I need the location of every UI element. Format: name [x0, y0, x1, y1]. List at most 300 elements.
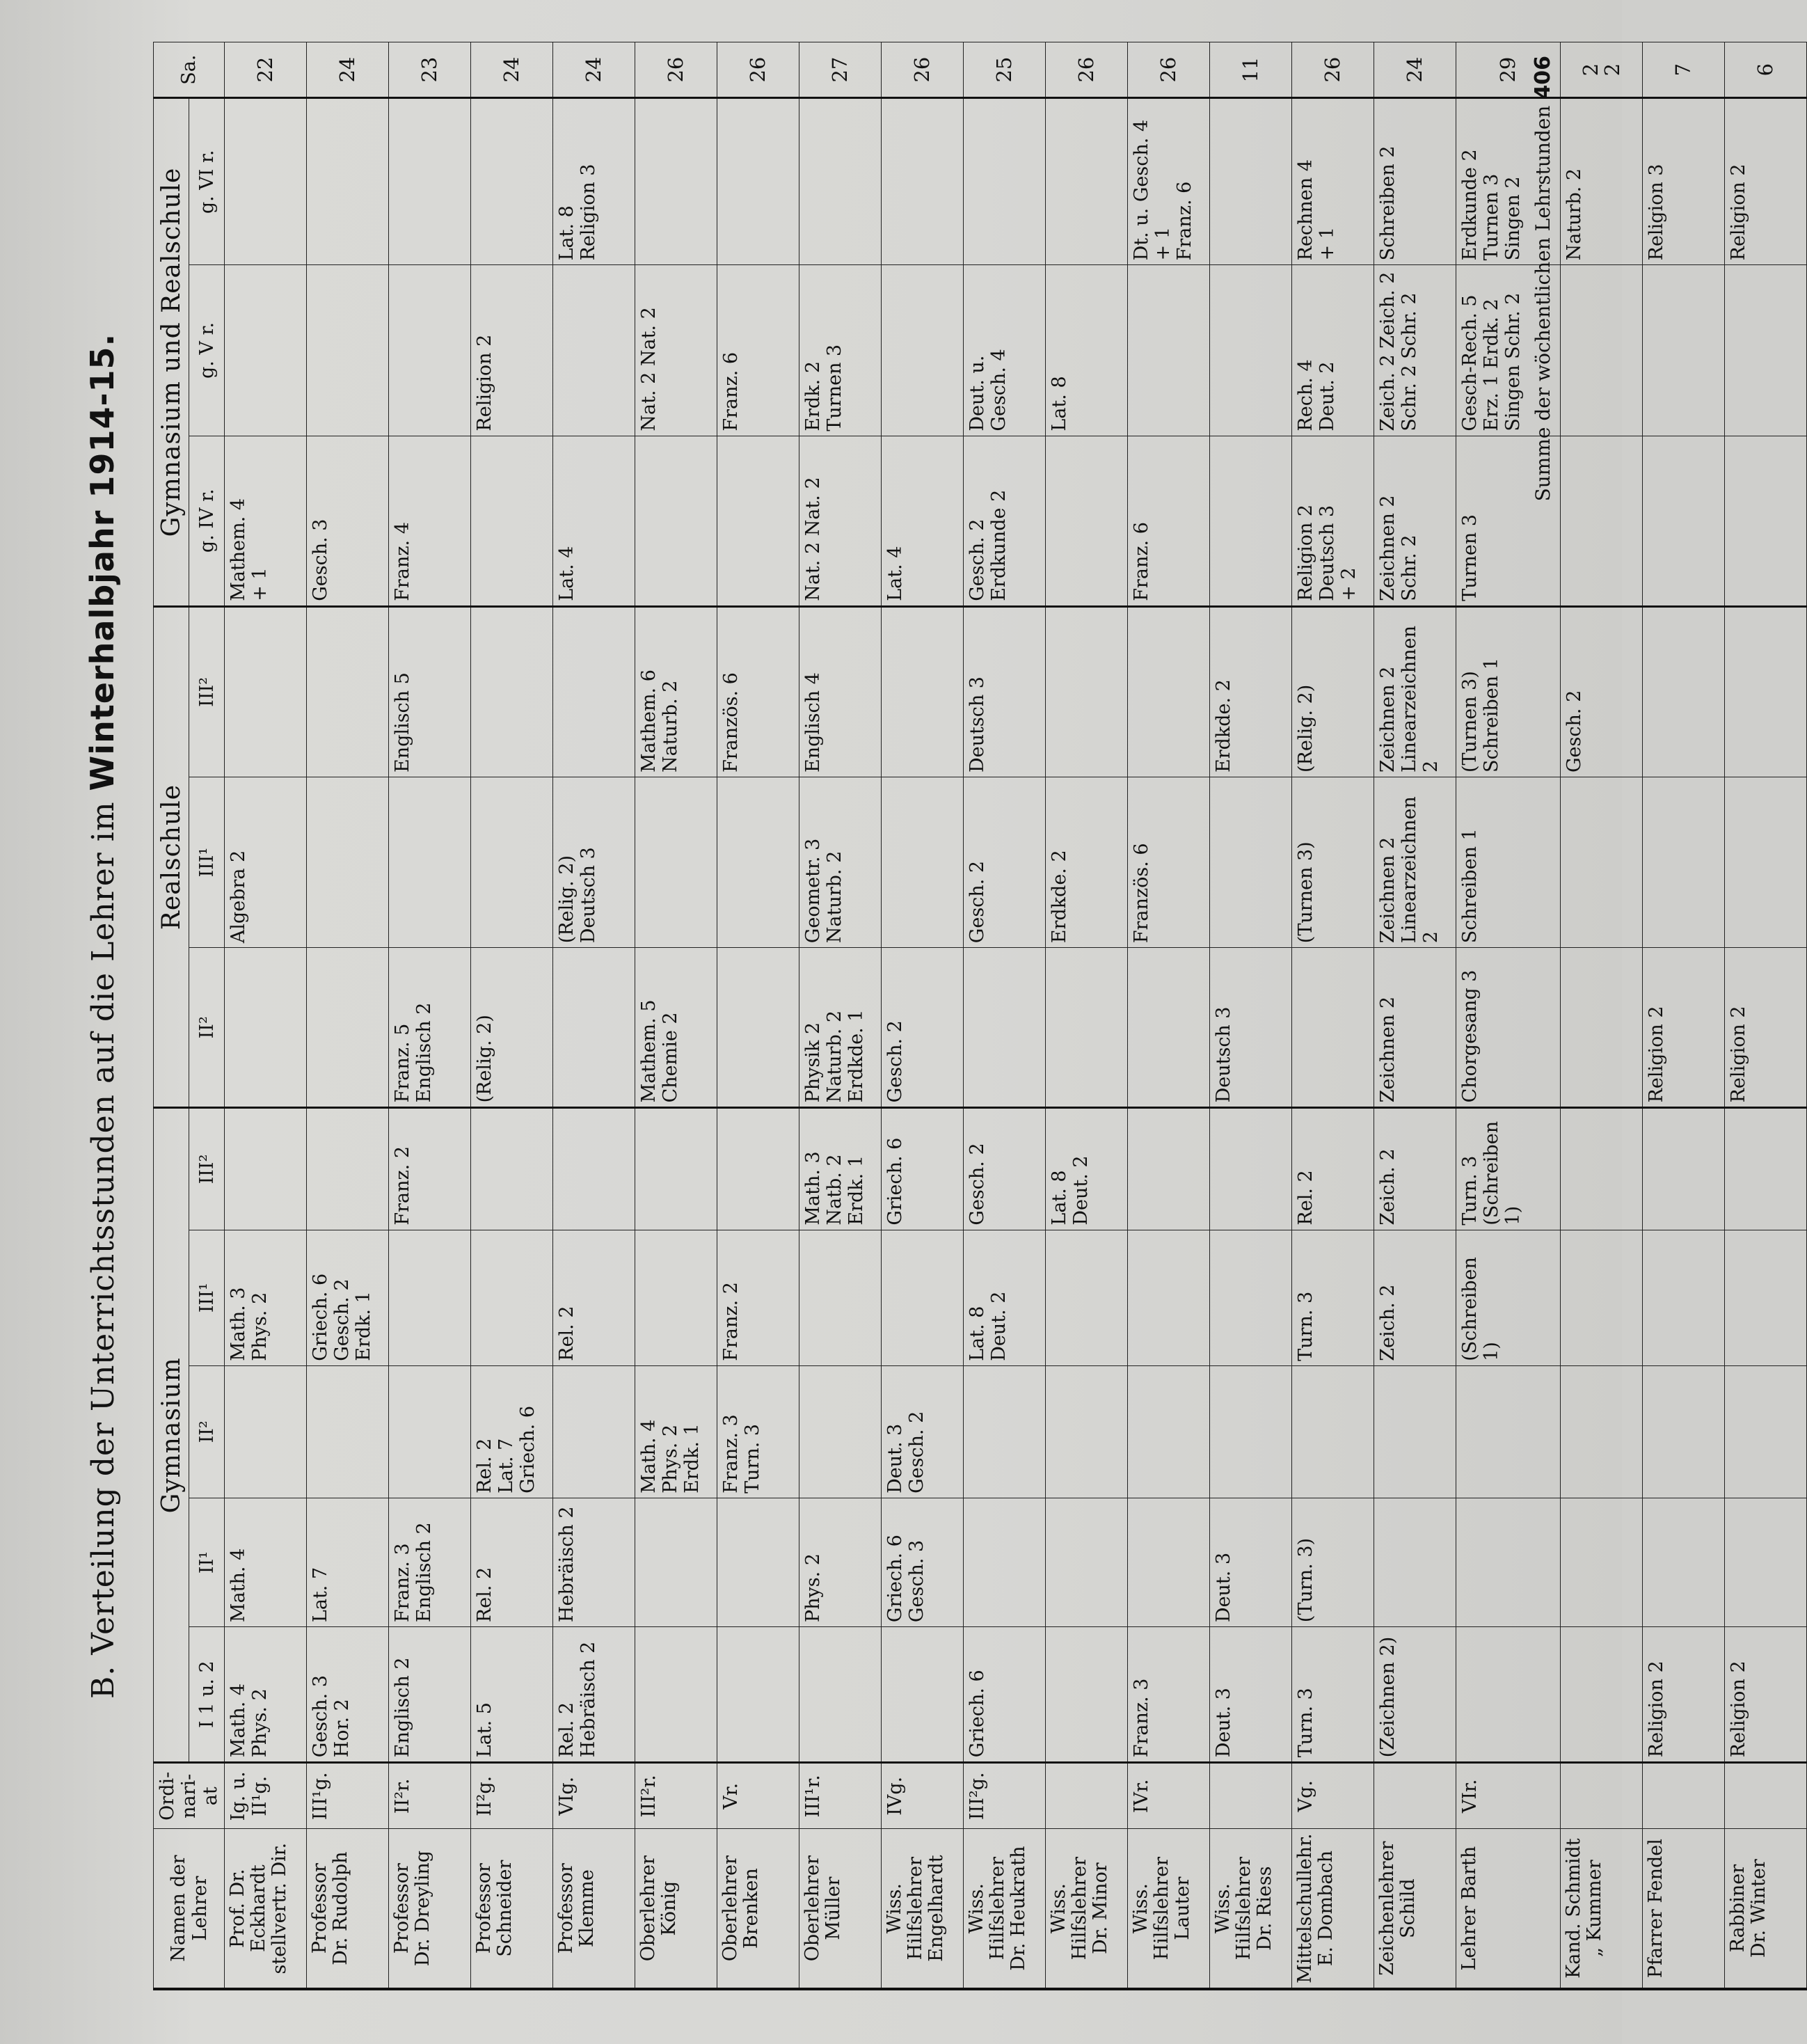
teacher-name: Pfarrer Fendel — [1643, 1829, 1725, 1989]
lesson-cell — [1725, 1230, 1807, 1365]
column-header: II¹ — [189, 1498, 225, 1626]
lesson-cell: Lat. 4 — [882, 436, 964, 606]
table-row — [1374, 42, 1456, 1990]
lesson-cell — [1046, 1365, 1128, 1498]
lesson-cell: Math. 4 — [225, 1498, 307, 1626]
sum-cell: 26 — [882, 42, 964, 98]
lesson-cell: Zeich. 2 Zeich. 2 Schr. 2 Schr. 2 — [1374, 265, 1456, 436]
lesson-cell: Religion 2 — [1725, 98, 1807, 265]
lesson-cell: Math. 4 Phys. 2 — [225, 1627, 307, 1763]
lesson-cell — [1128, 606, 1210, 777]
sum-cell: 26 — [635, 42, 717, 98]
lesson-cell: Deutsch 3 — [964, 606, 1046, 777]
lesson-cell — [1725, 1108, 1807, 1230]
lesson-cell: Erdkunde 2 Turnen 3 Singen 2 — [1456, 98, 1561, 265]
ordinariat-cell: VIr. — [1456, 1763, 1561, 1829]
lesson-cell: Griech. 6 — [964, 1627, 1046, 1763]
teacher-name: Oberlehrer Brenken — [717, 1829, 799, 1989]
lesson-cell: (Turn. 3) — [1292, 1498, 1374, 1626]
lesson-cell: Dt. u. Gesch. 4 + 1 Franz. 6 — [1128, 98, 1210, 265]
lesson-cell: Religion 2 — [1725, 948, 1807, 1108]
lesson-cell: Geometr. 3 Naturb. 2 — [799, 777, 882, 948]
footer-number: 406 — [1531, 56, 1555, 100]
sum-cell: 24 — [471, 42, 553, 98]
lesson-cell — [553, 948, 635, 1108]
lesson-cell: Rel. 2 Lat. 7 Griech. 6 — [471, 1365, 553, 1498]
lesson-cell — [635, 98, 717, 265]
teacher-name: Zeichenlehrer Schild — [1374, 1829, 1456, 1989]
lesson-cell — [471, 1108, 553, 1230]
lesson-cell — [1292, 1365, 1374, 1498]
lesson-cell: Gesch. 2 — [1561, 606, 1643, 777]
ordinariat-cell: IVr. — [1128, 1763, 1210, 1829]
teacher-name: Professor Schneider — [471, 1829, 553, 1989]
table-row — [1046, 42, 1128, 1990]
table-row — [635, 42, 717, 1990]
sum-cell: 11 — [1210, 42, 1292, 98]
lesson-cell — [1561, 436, 1643, 606]
lesson-cell — [1046, 98, 1128, 265]
lesson-cell: Gesch. 3 Hor. 2 — [307, 1627, 389, 1763]
lesson-cell: Zeichnen 2 Linearzeichnen 2 — [1374, 777, 1456, 948]
ordinariat-cell: III¹g. — [307, 1763, 389, 1829]
lesson-cell: Franz. 6 — [1128, 436, 1210, 606]
lesson-cell — [1561, 777, 1643, 948]
sum-cell: 26 — [717, 42, 799, 98]
teacher-name: Oberlehrer König — [635, 1829, 717, 1989]
ordinariat-cell: Vr. — [717, 1763, 799, 1829]
ordinariat-cell — [1643, 1763, 1725, 1829]
lesson-cell — [1561, 1230, 1643, 1365]
lesson-cell: Englisch 2 — [389, 1627, 471, 1763]
lesson-cell — [553, 1365, 635, 1498]
sum-cell: 29 — [1456, 42, 1561, 98]
teacher-name: Professor Dr. Rudolph — [307, 1829, 389, 1989]
lesson-cell: Algebra 2 — [225, 777, 307, 948]
column-header: I 1 u. 2 — [189, 1627, 225, 1763]
ordinariat-cell — [1374, 1763, 1456, 1829]
lesson-cell — [1456, 1627, 1561, 1763]
table-row — [717, 42, 799, 1990]
lesson-cell — [635, 436, 717, 606]
lesson-cell — [307, 265, 389, 436]
lesson-cell: Englisch 4 — [799, 606, 882, 777]
lesson-cell: Erdkde. 2 — [1046, 777, 1128, 948]
lesson-cell: Erdkde. 2 — [1210, 606, 1292, 777]
lesson-cell — [389, 1230, 471, 1365]
lesson-cell — [882, 265, 964, 436]
lesson-cell — [717, 1627, 799, 1763]
lesson-cell — [1643, 1365, 1725, 1498]
lesson-cell: Franz. 2 — [389, 1108, 471, 1230]
lesson-cell: Lat. 8 Deut. 2 — [1046, 1108, 1128, 1230]
ordinariat-cell: III¹r. — [799, 1763, 882, 1829]
lesson-cell — [307, 98, 389, 265]
lesson-cell — [964, 948, 1046, 1108]
column-header: g. V r. — [189, 265, 225, 436]
lesson-cell: Erdk. 2 Turnen 3 — [799, 265, 882, 436]
lesson-cell — [1643, 265, 1725, 436]
lesson-cell — [1128, 1498, 1210, 1626]
lesson-cell — [389, 98, 471, 265]
lesson-cell: Nat. 2 Nat. 2 — [635, 265, 717, 436]
lesson-cell: Franz. 3 Englisch 2 — [389, 1498, 471, 1626]
lesson-cell — [717, 98, 799, 265]
lesson-cell: (Relig. 2) — [1292, 606, 1374, 777]
lesson-cell — [717, 1498, 799, 1626]
teacher-name: Mittelschullehr. E. Dombach — [1292, 1829, 1374, 1989]
lesson-cell — [1046, 948, 1128, 1108]
lesson-cell — [717, 436, 799, 606]
title-bold: Winterhalbjahr 1914-15. — [83, 333, 121, 791]
lesson-cell: Gesch. 2 — [964, 777, 1046, 948]
lesson-cell: Phys. 2 — [799, 1498, 882, 1626]
sum-cell: 2 2 — [1561, 42, 1643, 98]
lesson-cell: Rel. 2 — [471, 1498, 553, 1626]
lesson-cell — [1561, 1498, 1643, 1626]
sum-cell: 24 — [1374, 42, 1456, 98]
column-header: g. IV r. — [189, 436, 225, 606]
column-header: g. VI r. — [189, 98, 225, 265]
sum-cell: 26 — [1128, 42, 1210, 98]
lesson-cell: (Turnen 3) Schreiben 1 — [1456, 606, 1561, 777]
lesson-cell: Franz. 5 Englisch 2 — [389, 948, 471, 1108]
teacher-name: Wiss. Hilfslehrer Dr. Riess — [1210, 1829, 1292, 1989]
lesson-cell — [1643, 1108, 1725, 1230]
lesson-cell — [225, 606, 307, 777]
lesson-cell: (Zeichnen 2) — [1374, 1627, 1456, 1763]
lesson-cell: Schreiben 2 — [1374, 98, 1456, 265]
footer-label: Summe der wöchentlichen Lehrstunden — [1531, 105, 1554, 502]
ordinariat-cell: IVg. — [882, 1763, 964, 1829]
table-row — [471, 42, 553, 1990]
lesson-cell — [635, 1108, 717, 1230]
sum-cell: 24 — [553, 42, 635, 98]
lesson-cell: Mathem. 6 Naturb. 2 — [635, 606, 717, 777]
teacher-name: Rabbiner Dr. Winter — [1725, 1829, 1807, 1989]
column-header: II² — [189, 948, 225, 1108]
lesson-cell: Deut. 3 — [1210, 1498, 1292, 1626]
lesson-cell: Lat. 7 — [307, 1498, 389, 1626]
lesson-cell: Rel. 2 — [553, 1230, 635, 1365]
lesson-cell — [717, 1108, 799, 1230]
table-row — [553, 42, 635, 1990]
column-header: II² — [189, 1365, 225, 1498]
header-sum: Sa. — [154, 42, 225, 98]
teacher-name: Professor Klemme — [553, 1829, 635, 1989]
lesson-cell — [1725, 777, 1807, 948]
lesson-cell: Lat. 4 — [553, 436, 635, 606]
lesson-cell: Schreiben 1 — [1456, 777, 1561, 948]
lesson-cell — [471, 436, 553, 606]
lesson-cell: Lat. 8 — [1046, 265, 1128, 436]
ordinariat-cell: III²r. — [635, 1763, 717, 1829]
lesson-cell — [1210, 1365, 1292, 1498]
sum-cell: 23 — [389, 42, 471, 98]
teacher-name: Prof. Dr. Eckhardt stellvertr. Dir. — [225, 1829, 307, 1989]
schedule-table — [153, 42, 1807, 1990]
lesson-cell: Franz. 3 — [1128, 1627, 1210, 1763]
lesson-cell: Deut. 3 Gesch. 2 — [882, 1365, 964, 1498]
teacher-name: Wiss. Hilfslehrer Engelhardt — [882, 1829, 964, 1989]
lesson-cell — [1128, 1108, 1210, 1230]
lesson-cell: Zeichnen 2 Linearzeichnen 2 — [1374, 606, 1456, 777]
ordinariat-cell: Vg. — [1292, 1763, 1374, 1829]
table-row — [1128, 42, 1210, 1990]
lesson-cell: Franz. 6 — [717, 265, 799, 436]
lesson-cell — [389, 777, 471, 948]
lesson-cell: (Turnen 3) — [1292, 777, 1374, 948]
ordinariat-cell: Ig. u. II¹g. — [225, 1763, 307, 1829]
sum-cell: 22 — [225, 42, 307, 98]
ordinariat-cell: III²g. — [964, 1763, 1046, 1829]
lesson-cell: Religion 3 — [1643, 98, 1725, 265]
lesson-cell: Religion 2 — [1725, 1627, 1807, 1763]
sum-cell: 6 — [1725, 42, 1807, 98]
lesson-cell — [307, 948, 389, 1108]
lesson-cell — [1643, 436, 1725, 606]
lesson-cell — [1210, 436, 1292, 606]
lesson-cell: Franz. 3 Turn. 3 — [717, 1365, 799, 1498]
lesson-cell — [1292, 948, 1374, 1108]
lesson-cell — [717, 777, 799, 948]
lesson-cell: Deut. 3 — [1210, 1627, 1292, 1763]
column-header: III¹ — [189, 777, 225, 948]
teacher-name: Wiss. Hilfslehrer Lauter — [1128, 1829, 1210, 1989]
lesson-cell: Religion 2 — [471, 265, 553, 436]
lesson-cell: Turn. 3 — [1292, 1230, 1374, 1365]
lesson-cell: (Relig. 2) Deutsch 3 — [553, 777, 635, 948]
lesson-cell: Lat. 8 Religion 3 — [553, 98, 635, 265]
lesson-cell: (Relig. 2) — [471, 948, 553, 1108]
table-row — [1643, 42, 1725, 1990]
teacher-name: Lehrer Barth — [1456, 1829, 1561, 1989]
teacher-name: Wiss. Hilfslehrer Dr. Minor — [1046, 1829, 1128, 1989]
lesson-cell: Franz. 4 — [389, 436, 471, 606]
lesson-cell — [1561, 1108, 1643, 1230]
lesson-cell: Rech. 4 Deut. 2 — [1292, 265, 1374, 436]
teacher-name: Professor Dr. Dreyling — [389, 1829, 471, 1989]
lesson-cell — [1725, 265, 1807, 436]
lesson-cell — [1643, 606, 1725, 777]
lesson-cell — [389, 1365, 471, 1498]
lesson-cell — [1561, 1627, 1643, 1763]
lesson-cell — [225, 98, 307, 265]
lesson-cell: Math. 3 Natb. 2 Erdk. 1 — [799, 1108, 882, 1230]
table-row — [964, 42, 1046, 1990]
lesson-cell — [1210, 1230, 1292, 1365]
lesson-cell — [1128, 1230, 1210, 1365]
lesson-cell — [1643, 777, 1725, 948]
lesson-cell: Franz. 2 — [717, 1230, 799, 1365]
lesson-cell — [964, 1365, 1046, 1498]
table-row — [225, 42, 307, 1990]
lesson-cell — [1046, 1230, 1128, 1365]
footer-total — [1531, 56, 1555, 501]
lesson-cell — [1374, 1498, 1456, 1626]
lesson-cell — [1128, 948, 1210, 1108]
lesson-cell — [553, 265, 635, 436]
ordinariat-cell: II²r. — [389, 1763, 471, 1829]
lesson-cell: Deutsch 3 — [1210, 948, 1292, 1108]
lesson-cell — [635, 1498, 717, 1626]
ordinariat-cell — [1210, 1763, 1292, 1829]
title-prefix: B. Verteilung der Unterrichtsstunden auf die Lehrer im — [86, 801, 121, 1700]
lesson-cell — [1725, 1498, 1807, 1626]
lesson-cell: Lat. 5 — [471, 1627, 553, 1763]
lesson-cell: Physik 2 Naturb. 2 Erdkde. 1 — [799, 948, 882, 1108]
lesson-cell: Nat. 2 Nat. 2 — [799, 436, 882, 606]
sum-cell: 24 — [307, 42, 389, 98]
teacher-name: Kand. Schmidt „ Kummer — [1561, 1829, 1643, 1989]
lesson-cell — [225, 1108, 307, 1230]
lesson-cell — [799, 1627, 882, 1763]
lesson-cell — [964, 1498, 1046, 1626]
lesson-cell: Rel. 2 — [1292, 1108, 1374, 1230]
lesson-cell — [1643, 1230, 1725, 1365]
lesson-cell — [1561, 1365, 1643, 1498]
lesson-cell — [553, 1108, 635, 1230]
lesson-cell — [1725, 1365, 1807, 1498]
lesson-cell — [307, 606, 389, 777]
table-row — [799, 42, 882, 1990]
lesson-cell — [1456, 1498, 1561, 1626]
lesson-cell — [882, 606, 964, 777]
lesson-cell — [1456, 1365, 1561, 1498]
lesson-cell: Rechnen 4 + 1 — [1292, 98, 1374, 265]
page-title — [83, 42, 121, 1990]
lesson-cell — [1128, 1365, 1210, 1498]
lesson-cell: Lat. 8 Deut. 2 — [964, 1230, 1046, 1365]
lesson-cell — [1210, 1108, 1292, 1230]
lesson-cell: Math. 3 Phys. 2 — [225, 1230, 307, 1365]
lesson-cell — [635, 1230, 717, 1365]
ordinariat-cell — [1561, 1763, 1643, 1829]
lesson-cell: Hebräisch 2 — [553, 1498, 635, 1626]
lesson-cell — [964, 98, 1046, 265]
lesson-cell: Griech. 6 Gesch. 3 — [882, 1498, 964, 1626]
lesson-cell: (Schreiben 1) — [1456, 1230, 1561, 1365]
lesson-cell — [882, 1627, 964, 1763]
ordinariat-cell: VIg. — [553, 1763, 635, 1829]
lesson-cell: Französ. 6 — [1128, 777, 1210, 948]
lesson-cell — [1725, 606, 1807, 777]
lesson-cell: Math. 4 Phys. 2 Erdk. 1 — [635, 1365, 717, 1498]
lesson-cell: Turnen 3 — [1456, 436, 1561, 606]
lesson-cell — [1374, 1365, 1456, 1498]
lesson-cell — [471, 98, 553, 265]
lesson-cell — [225, 265, 307, 436]
lesson-cell — [635, 1627, 717, 1763]
lesson-cell: Turn. 3 (Schreiben 1) — [1456, 1108, 1561, 1230]
lesson-cell — [882, 777, 964, 948]
lesson-cell: Mathem. 4 + 1 — [225, 436, 307, 606]
lesson-cell: Zeich. 2 — [1374, 1230, 1456, 1365]
table-row — [389, 42, 471, 1990]
lesson-cell — [1210, 777, 1292, 948]
lesson-cell: Gesch-Rech. 5 Erz. 1 Erdk. 2 Singen Schr. 2 — [1456, 265, 1561, 436]
lesson-cell — [799, 98, 882, 265]
lesson-cell: Zeichnen 2 Schr. 2 — [1374, 436, 1456, 606]
table-row — [307, 42, 389, 1990]
lesson-cell: Griech. 6 — [882, 1108, 964, 1230]
table-row — [882, 42, 964, 1990]
lesson-cell — [471, 1230, 553, 1365]
lesson-cell: Zeichnen 2 — [1374, 948, 1456, 1108]
ordinariat-cell — [1046, 1763, 1128, 1829]
table-row — [1210, 42, 1292, 1990]
header-gym-real: Gymnasium und Realschule — [154, 98, 189, 607]
lesson-cell: Religion 2 — [1643, 1627, 1725, 1763]
lesson-cell: Gesch. 2 — [964, 1108, 1046, 1230]
table-row — [1292, 42, 1374, 1990]
column-header: III¹ — [189, 1230, 225, 1365]
lesson-cell: Chorgesang 3 — [1456, 948, 1561, 1108]
lesson-cell — [1046, 436, 1128, 606]
lesson-cell — [635, 777, 717, 948]
lesson-cell — [717, 948, 799, 1108]
lesson-cell — [1561, 265, 1643, 436]
rotated-document — [83, 42, 1777, 1990]
header-ordinariat: Ordi-nari-at — [154, 1763, 225, 1829]
table-row — [1561, 42, 1643, 1990]
column-header: III² — [189, 606, 225, 777]
sum-cell: 27 — [799, 42, 882, 98]
lesson-cell — [553, 606, 635, 777]
lesson-cell — [1210, 265, 1292, 436]
lesson-cell — [307, 1108, 389, 1230]
teacher-name: Oberlehrer Müller — [799, 1829, 882, 1989]
sum-cell: 26 — [1292, 42, 1374, 98]
sum-cell: 25 — [964, 42, 1046, 98]
header-gymnasium: Gymnasium — [154, 1108, 189, 1763]
header-name: Namen der Lehrer — [154, 1829, 225, 1989]
column-header: III² — [189, 1108, 225, 1230]
sum-cell: 7 — [1643, 42, 1725, 98]
table-row — [1725, 42, 1807, 1990]
lesson-cell: Mathem. 5 Chemie 2 — [635, 948, 717, 1108]
lesson-cell — [1128, 265, 1210, 436]
lesson-cell — [1046, 606, 1128, 777]
lesson-cell — [471, 606, 553, 777]
lesson-cell — [1561, 948, 1643, 1108]
lesson-cell: Rel. 2 Hebräisch 2 — [553, 1627, 635, 1763]
lesson-cell — [1046, 1498, 1128, 1626]
lesson-cell — [1643, 1498, 1725, 1626]
lesson-cell — [225, 1365, 307, 1498]
lesson-cell: Französ. 6 — [717, 606, 799, 777]
ordinariat-cell: II²g. — [471, 1763, 553, 1829]
lesson-cell — [799, 1230, 882, 1365]
lesson-cell: Gesch. 2 — [882, 948, 964, 1108]
header-realschule: Realschule — [154, 606, 189, 1108]
lesson-cell: Gesch. 2 Erdkunde 2 — [964, 436, 1046, 606]
lesson-cell — [1725, 436, 1807, 606]
lesson-cell — [882, 98, 964, 265]
lesson-cell: Turn. 3 — [1292, 1627, 1374, 1763]
lesson-cell: Englisch 5 — [389, 606, 471, 777]
lesson-cell — [799, 1365, 882, 1498]
lesson-cell: Gesch. 3 — [307, 436, 389, 606]
lesson-cell — [307, 777, 389, 948]
lesson-cell — [225, 948, 307, 1108]
lesson-cell: Deut. u. Gesch. 4 — [964, 265, 1046, 436]
ordinariat-cell — [1725, 1763, 1807, 1829]
lesson-cell: Religion 2 Deutsch 3 + 2 — [1292, 436, 1374, 606]
sum-cell: 26 — [1046, 42, 1128, 98]
teacher-name: Wiss. Hilfslehrer Dr. Heukrath — [964, 1829, 1046, 1989]
lesson-cell: Griech. 6 Gesch. 2 Erdk. 1 — [307, 1230, 389, 1365]
